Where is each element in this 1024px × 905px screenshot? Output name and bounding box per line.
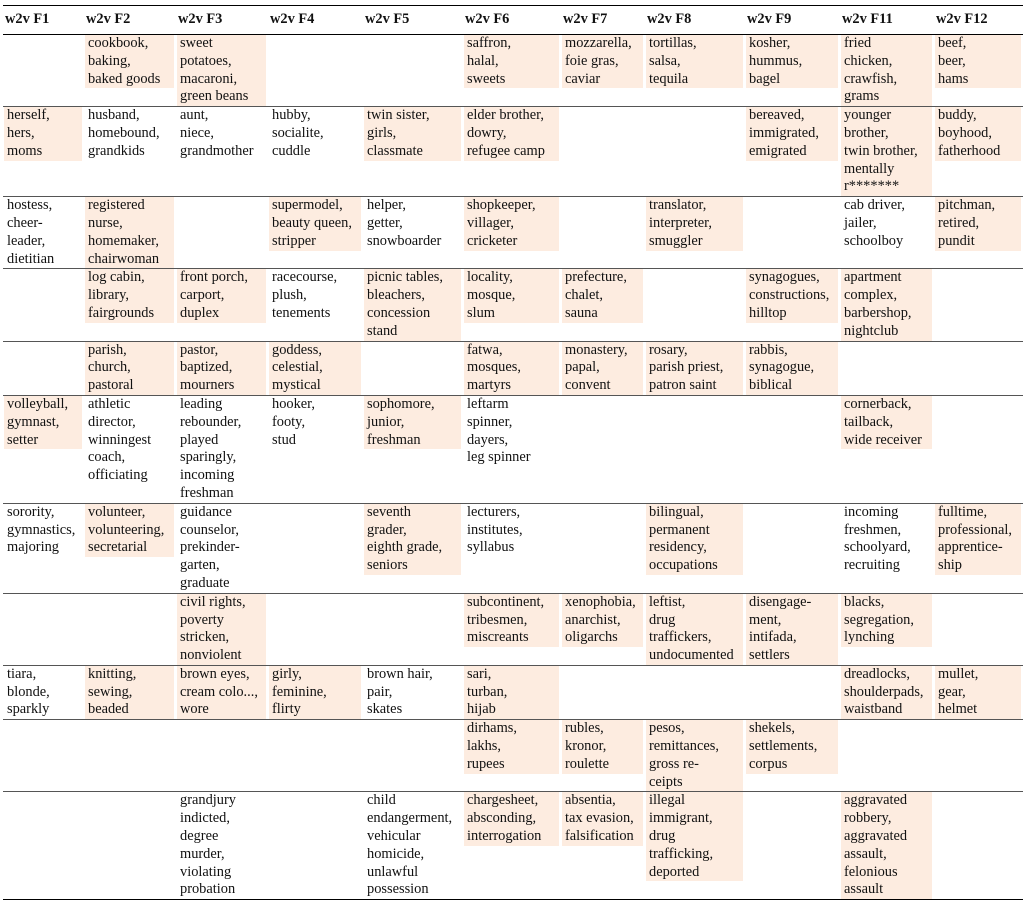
word-table [3,5,1023,900]
table-cell [561,593,645,665]
table-cell [645,107,745,197]
highlighted-word-list: prefecture, chalet, sauna [562,269,643,322]
table-cell [463,269,561,341]
table-cell [840,395,934,503]
table-cell [3,720,84,792]
table-cell [561,503,645,593]
table-cell [934,665,1023,719]
table-cell [645,197,745,269]
table-row [3,197,1023,269]
header-cell: w2v F4 [270,11,315,28]
highlighted-word-list: illegal immigrant, drug trafficking, deported [646,792,743,881]
word-list: helper, getter, snowboarder [367,197,442,249]
highlighted-word-list: shopkeeper, villager, cricketer [464,197,559,250]
table-cell [645,593,745,665]
header-cell: w2v F1 [5,11,50,28]
table-cell [561,395,645,503]
table-cell [463,593,561,665]
header-cell: w2v F5 [365,11,410,28]
highlighted-word-list: shekels, settlements, corpus [746,720,838,773]
word-list: tiara, blonde, sparkly [7,665,50,718]
table-row [3,665,1023,719]
table-cell [3,593,84,665]
table-row [3,35,1023,107]
table-cell [463,341,561,395]
table-cell [84,792,176,900]
table-cell [745,269,840,341]
table-cell [645,720,745,792]
table-cell [463,665,561,719]
highlighted-word-list: fatwa, mosques, martyrs [464,342,559,395]
highlighted-word-list: monastery, papal, convent [562,342,643,395]
word-list: athletic director, winningest coach, officiating [88,395,152,484]
table-cell [934,720,1023,792]
table-cell [363,197,463,269]
table-cell [645,503,745,593]
table-row [3,269,1023,341]
table-cell [561,107,645,197]
table-cell [561,665,645,719]
table-cell [745,665,840,719]
table-row [3,503,1023,593]
table-cell [745,503,840,593]
word-list: racecourse, plush, tenements [272,269,338,321]
table-cell [745,341,840,395]
table-cell [268,395,363,503]
word-list: hooker, footy, stud [272,395,315,448]
highlighted-word-list: volleyball, gymnast, setter [4,396,82,449]
table-cell [84,197,176,269]
table-row [3,341,1023,395]
table-cell [840,35,934,107]
table-cell [934,197,1023,269]
word-list: hostess, cheer- leader, dietitian [7,197,55,267]
header-cell: w2v F7 [563,11,608,28]
table-cell [934,395,1023,503]
table-cell [84,269,176,341]
table-cell [176,503,268,593]
highlighted-word-list: blacks, segregation, lynching [841,594,932,647]
header-cell: w2v F9 [747,11,792,28]
table-cell [561,720,645,792]
highlighted-word-list: pitchman, retired, pundit [935,197,1021,250]
table-cell [840,341,934,395]
table-cell [463,503,561,593]
table-cell [176,395,268,503]
table-cell [934,35,1023,107]
highlighted-word-list: elder brother, dowry, refugee camp [464,107,559,160]
highlighted-word-list: registered nurse, homemaker, chairwoman [85,197,174,268]
word-list: grandjury indicted, degree murder, violating probation [180,792,236,898]
table-cell [645,665,745,719]
table-cell [745,107,840,197]
highlighted-word-list: bereaved, immigrated, emigrated [746,107,838,160]
highlighted-word-list: picnic tables, bleachers, concession stand [364,269,461,340]
table-cell [176,792,268,900]
table-cell [84,107,176,197]
word-list: husband, homebound, grandkids [88,107,160,159]
highlighted-word-list: pesos, remittances, gross re- ceipts [646,720,743,791]
table-cell [645,341,745,395]
table-cell [561,341,645,395]
table-cell [840,503,934,593]
table-cell [363,35,463,107]
table-row [3,107,1023,197]
table-row [3,720,1023,792]
table-cell [745,720,840,792]
header-cell: w2v F12 [936,11,988,28]
word-list: hubby, socialite, cuddle [272,107,324,159]
table-cell [268,720,363,792]
highlighted-word-list: bilingual, permanent residency, occupations [646,504,743,575]
table-cell [363,593,463,665]
word-list: leading rebounder, played sparingly, incoming freshman [180,395,242,501]
table-cell [3,395,84,503]
table-cell [363,107,463,197]
table-body [3,35,1023,900]
highlighted-word-list: locality, mosque, slum [464,269,559,322]
table-cell [561,792,645,900]
table-cell [84,720,176,792]
table-cell [840,720,934,792]
word-list: leftarm spinner, dayers, leg spinner [467,395,531,466]
table-cell [840,792,934,900]
highlighted-word-list: cookbook, baking, baked goods [85,35,174,88]
highlighted-word-list: rabbis, synagogue, biblical [746,342,838,395]
table-cell [363,341,463,395]
highlighted-word-list: dirhams, lakhs, rupees [464,720,559,773]
table-cell [934,269,1023,341]
table-cell [745,197,840,269]
table-cell [463,720,561,792]
highlighted-word-list: parish, church, pastoral [85,342,174,395]
highlighted-word-list: saffron, halal, sweets [464,35,559,88]
table-cell [363,269,463,341]
table-cell [934,503,1023,593]
highlighted-word-list: volunteer, volunteering, secretarial [85,504,174,557]
table-cell [268,341,363,395]
header-cell: w2v F11 [842,11,893,28]
table-cell [840,665,934,719]
highlighted-word-list: knitting, sewing, beaded [85,666,174,719]
table-cell [176,197,268,269]
table-cell [3,792,84,900]
highlighted-word-list: leftist, drug traffickers, undocumented [646,594,743,665]
table-cell [934,593,1023,665]
word-list: sorority, gymnastics, majoring [7,503,76,556]
highlighted-word-list: beef, beer, hams [935,35,1021,88]
highlighted-word-list: kosher, hummus, bagel [746,35,838,88]
word-list: guidance counselor, prekinder- garten, graduate [180,503,240,591]
header-row [3,6,1023,35]
table-cell [463,197,561,269]
highlighted-word-list: dreadlocks, shoulderpads, waistband [841,666,932,719]
highlighted-word-list: seventh grader, eighth grade, seniors [364,504,461,575]
table-cell [3,197,84,269]
highlighted-word-list: tortillas, salsa, tequila [646,35,743,88]
highlighted-word-list: chargesheet, absconding, interrogation [464,792,559,845]
table-cell [268,665,363,719]
highlighted-word-list: supermodel, beauty queen, stripper [269,197,361,250]
table-cell [176,341,268,395]
header-cell: w2v F2 [86,11,131,28]
table-cell [176,269,268,341]
word-list: brown hair, pair, skates [367,665,433,718]
table-cell [363,665,463,719]
header-cell: w2v F3 [178,11,223,28]
table-cell [463,107,561,197]
highlighted-word-list: mozzarella, foie gras, caviar [562,35,643,88]
table-cell [84,395,176,503]
table-cell [363,503,463,593]
highlighted-word-list: buddy, boyhood, fatherhood [935,107,1021,160]
highlighted-word-list: girly, feminine, flirty [269,666,361,719]
header-cell: w2v F8 [647,11,692,28]
table-cell [363,792,463,900]
highlighted-word-list: twin sister, girls, classmate [364,107,461,160]
table-cell [561,269,645,341]
highlighted-word-list: fried chicken, crawfish, grams [841,35,932,106]
highlighted-word-list: apartment complex, barbershop, nightclub [841,269,932,340]
word-list: lecturers, institutes, syllabus [467,503,523,556]
table-cell [3,107,84,197]
highlighted-word-list: civil rights, poverty stricken, nonviolent [177,594,266,665]
table-cell [463,792,561,900]
highlighted-word-list: rubles, kronor, roulette [562,720,643,773]
table-cell [745,593,840,665]
highlighted-word-list: absentia, tax evasion, falsification [562,792,643,845]
table-cell [363,395,463,503]
table-cell [84,341,176,395]
table-cell [745,35,840,107]
highlighted-word-list: cornerback, tailback, wide receiver [841,396,932,449]
table-cell [745,395,840,503]
highlighted-word-list: xenophobia, anarchist, oligarchs [562,594,643,647]
word-list: child endangerment, vehicular homicide, unlawful possession [367,792,453,898]
table-cell [934,341,1023,395]
table-cell [3,665,84,719]
header-cell: w2v F6 [465,11,510,28]
highlighted-word-list: pastor, baptized, mourners [177,342,266,395]
table-cell [561,35,645,107]
table-cell [84,593,176,665]
table-cell [463,35,561,107]
table-cell [745,792,840,900]
table-cell [840,107,934,197]
word-list: incoming freshmen, schoolyard, recruiting [844,503,911,574]
table-cell [561,197,645,269]
highlighted-word-list: front porch, carport, duplex [177,269,266,322]
word-list: aunt, niece, grandmother [180,107,254,159]
highlighted-word-list: sophomore, junior, freshman [364,396,461,449]
table-row [3,792,1023,900]
table-cell [84,503,176,593]
highlighted-word-list: younger brother, twin brother, mentally r******* [841,107,932,196]
highlighted-word-list: aggravated robbery, aggravated assault, felonious assault [841,792,932,899]
table-cell [934,792,1023,900]
highlighted-word-list: mullet, gear, helmet [935,666,1021,719]
table-cell [268,197,363,269]
highlighted-word-list: rosary, parish priest, patron saint [646,342,743,395]
table-row [3,593,1023,665]
table-cell [176,35,268,107]
table-cell [840,197,934,269]
table-cell [268,593,363,665]
table-cell [463,395,561,503]
highlighted-word-list: fulltime, professional, apprentice- ship [935,504,1021,575]
table-cell [934,107,1023,197]
highlighted-word-list: goddess, celestial, mystical [269,342,361,395]
table-cell [840,269,934,341]
table-cell [840,593,934,665]
highlighted-word-list: log cabin, library, fairgrounds [85,269,174,322]
highlighted-word-list: brown eyes, cream colo..., wore [177,666,266,719]
table-cell [84,35,176,107]
table-cell [268,503,363,593]
table-cell [176,107,268,197]
table-cell [176,720,268,792]
table-cell [3,35,84,107]
table-cell [268,107,363,197]
table-cell [268,269,363,341]
table-cell [3,269,84,341]
word-list: cab driver, jailer, schoolboy [844,197,905,249]
table-cell [645,269,745,341]
highlighted-word-list: subcontinent, tribesmen, miscreants [464,594,559,647]
table-cell [645,792,745,900]
table-cell [645,395,745,503]
table-cell [3,341,84,395]
highlighted-word-list: sweet potatoes, macaroni, green beans [177,35,266,106]
highlighted-word-list: translator, interpreter, smuggler [646,197,743,250]
highlighted-word-list: disengage- ment, intifada, settlers [746,594,838,665]
highlighted-word-list: sari, turban, hijab [464,666,559,719]
table-row [3,395,1023,503]
table-cell [363,720,463,792]
table-cell [268,35,363,107]
highlighted-word-list: herself, hers, moms [4,107,82,160]
table-cell [3,503,84,593]
highlighted-word-list: synagogues, constructions, hilltop [746,269,838,322]
table-cell [645,35,745,107]
table-cell [268,792,363,900]
table-cell [176,593,268,665]
table-cell [176,665,268,719]
table-header [3,6,1023,35]
table-cell [84,665,176,719]
